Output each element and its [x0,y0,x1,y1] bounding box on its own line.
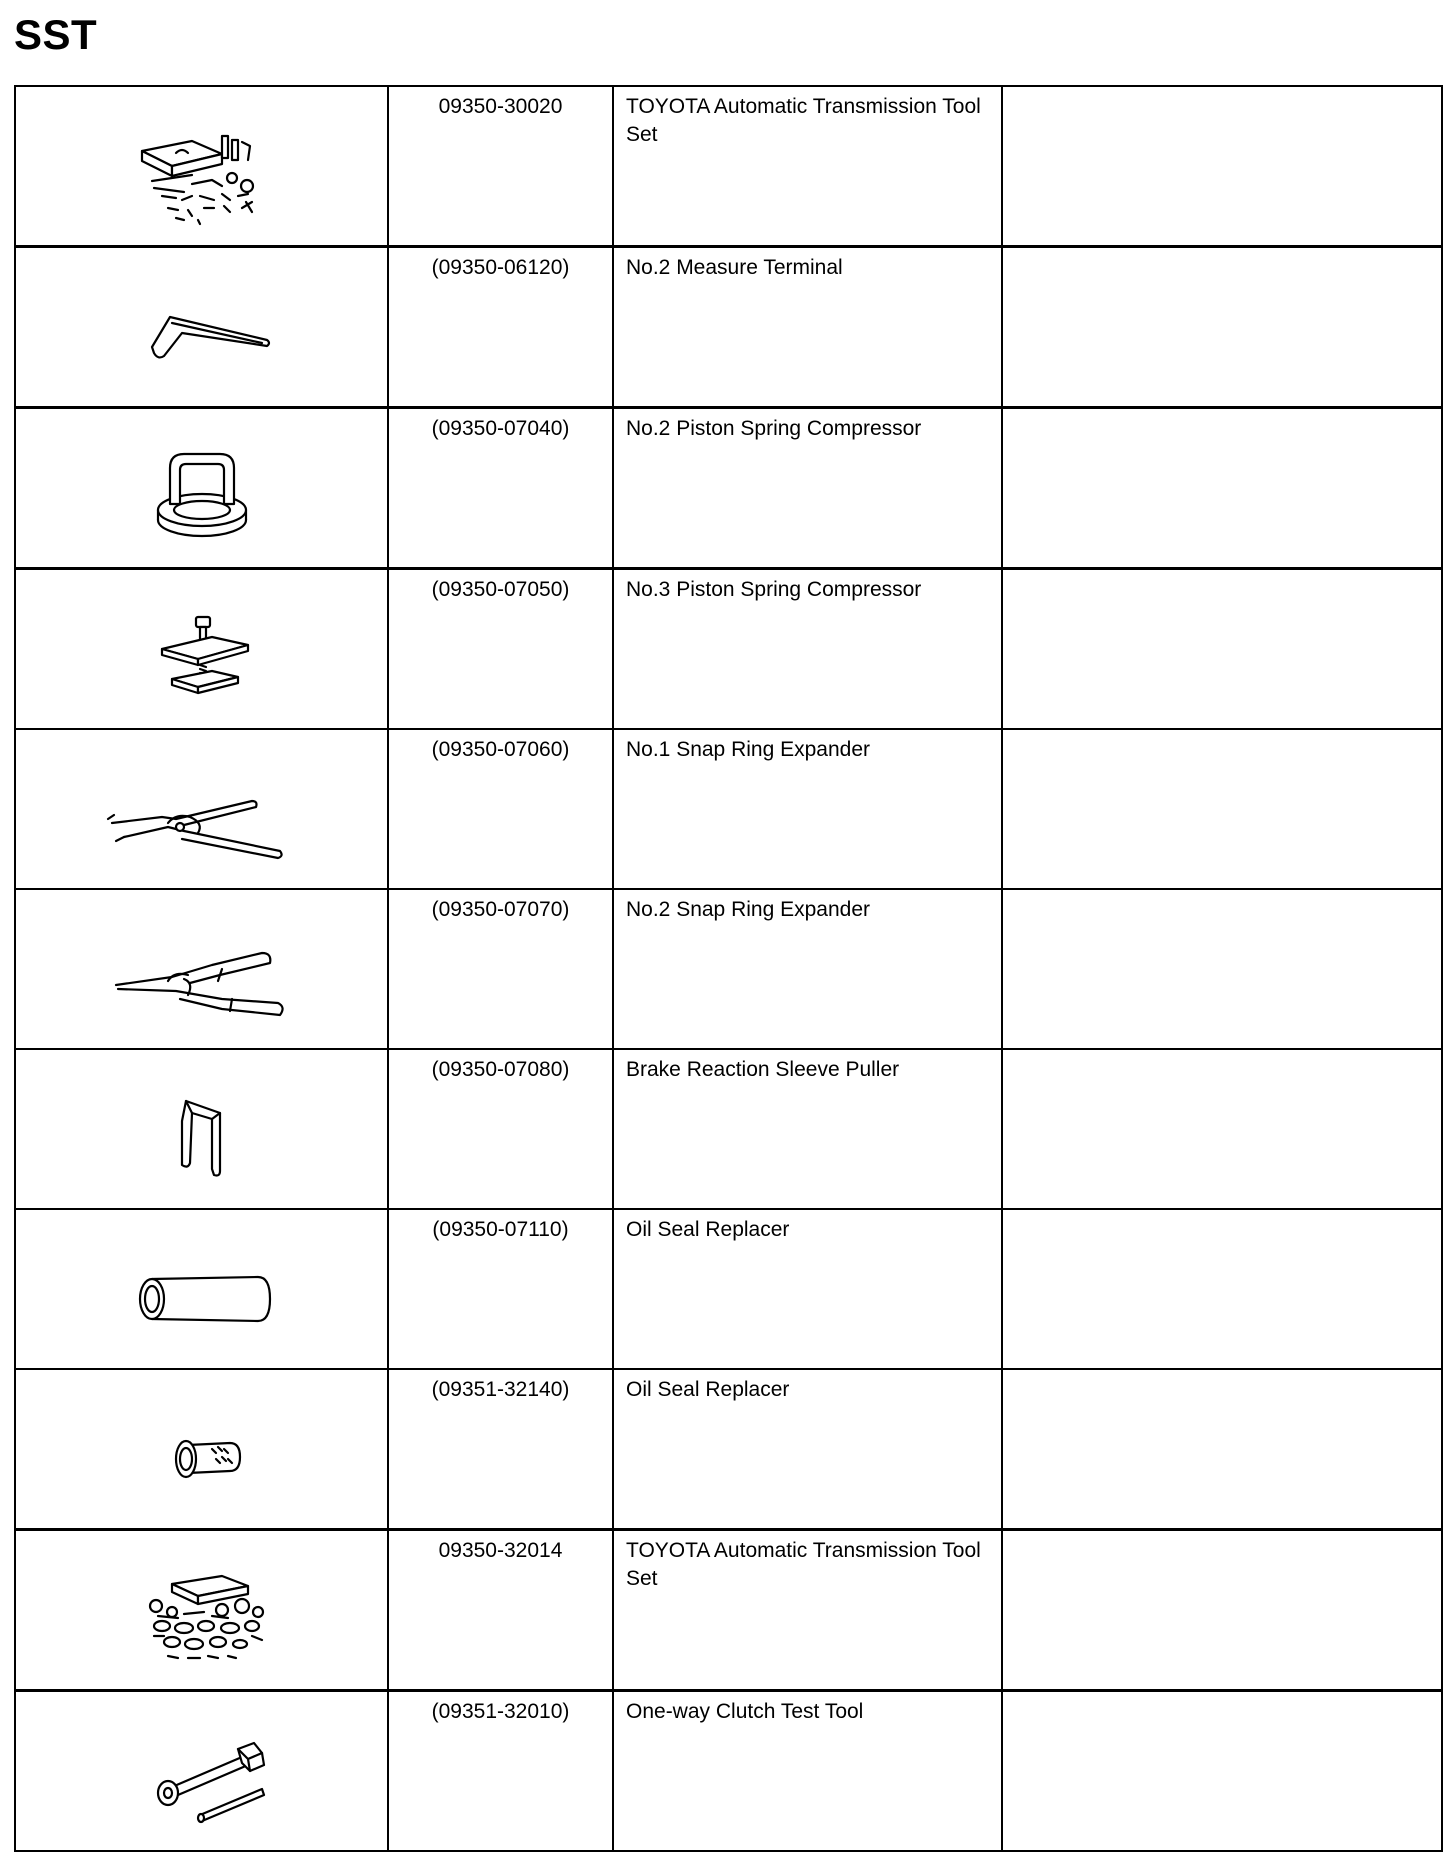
piston-spring-compressor-plate-icon [72,579,332,719]
tool-set-icon [72,96,332,236]
tool-set-large-icon [72,1540,332,1680]
note-cell [1003,890,1441,896]
sst-table [14,85,1443,1852]
oil-seal-replacer-tube-icon [72,1219,332,1359]
part-name: No.1 Snap Ring Expander [626,738,870,761]
note-cell [1003,87,1441,93]
illustration-cell [15,86,388,247]
table-row [15,408,1442,569]
note-cell [1003,730,1441,736]
part-name: Oil Seal Replacer [626,1218,790,1241]
part-name: TOYOTA Automatic Transmission Tool Set [626,95,981,146]
table-row [15,1049,1442,1209]
table-row [15,86,1442,247]
table-row [15,1209,1442,1369]
illustration-cell [15,1691,388,1852]
part-name: No.3 Piston Spring Compressor [626,578,922,601]
illustration-cell [15,247,388,408]
snap-ring-expander-icon [72,739,332,879]
illustration-cell [15,569,388,730]
illustration-cell [15,729,388,889]
note-cell [1003,1210,1441,1216]
table-row [15,889,1442,1049]
illustration-cell [15,1369,388,1530]
illustration-cell [15,1049,388,1209]
page-title: SST [14,11,98,58]
note-cell [1003,248,1441,254]
part-number: (09350-07040) [431,417,570,440]
clutch-test-tool-icon [72,1701,332,1841]
table-row [15,1369,1442,1530]
table-row [15,569,1442,730]
part-number: (09351-32010) [431,1700,570,1723]
part-number: 09350-30020 [438,95,563,118]
sleeve-puller-icon [72,1059,332,1199]
part-name: No.2 Piston Spring Compressor [626,417,922,440]
snap-ring-expander-pliers-icon [72,899,332,1039]
part-name: Brake Reaction Sleeve Puller [626,1058,900,1081]
part-name: One-way Clutch Test Tool [626,1700,864,1723]
part-name: No.2 Measure Terminal [626,256,843,279]
note-cell [1003,1370,1441,1376]
part-number: (09350-07050) [431,578,570,601]
part-number: 09350-32014 [438,1539,563,1562]
part-number: (09350-06120) [431,256,570,279]
illustration-cell [15,408,388,569]
note-cell [1003,1692,1441,1698]
illustration-cell [15,1530,388,1691]
note-cell [1003,1531,1441,1537]
part-number: (09350-07110) [432,1218,569,1241]
oil-seal-replacer-icon [72,1379,332,1519]
note-cell [1003,570,1441,576]
part-name: No.2 Snap Ring Expander [626,898,870,921]
illustration-cell [15,1209,388,1369]
note-cell [1003,409,1441,415]
part-number: (09350-07070) [431,898,570,921]
table-row [15,1530,1442,1691]
part-number: (09350-07060) [431,738,570,761]
measure-terminal-icon [72,257,332,397]
part-number: (09351-32140) [431,1378,570,1401]
table-row [15,729,1442,889]
table-row [15,247,1442,408]
part-name: TOYOTA Automatic Transmission Tool Set [626,1539,981,1590]
part-name: Oil Seal Replacer [626,1378,790,1401]
illustration-cell [15,889,388,1049]
piston-spring-compressor-icon [72,418,332,558]
table-row [15,1691,1442,1852]
note-cell [1003,1050,1441,1056]
part-number: (09350-07080) [431,1058,570,1081]
